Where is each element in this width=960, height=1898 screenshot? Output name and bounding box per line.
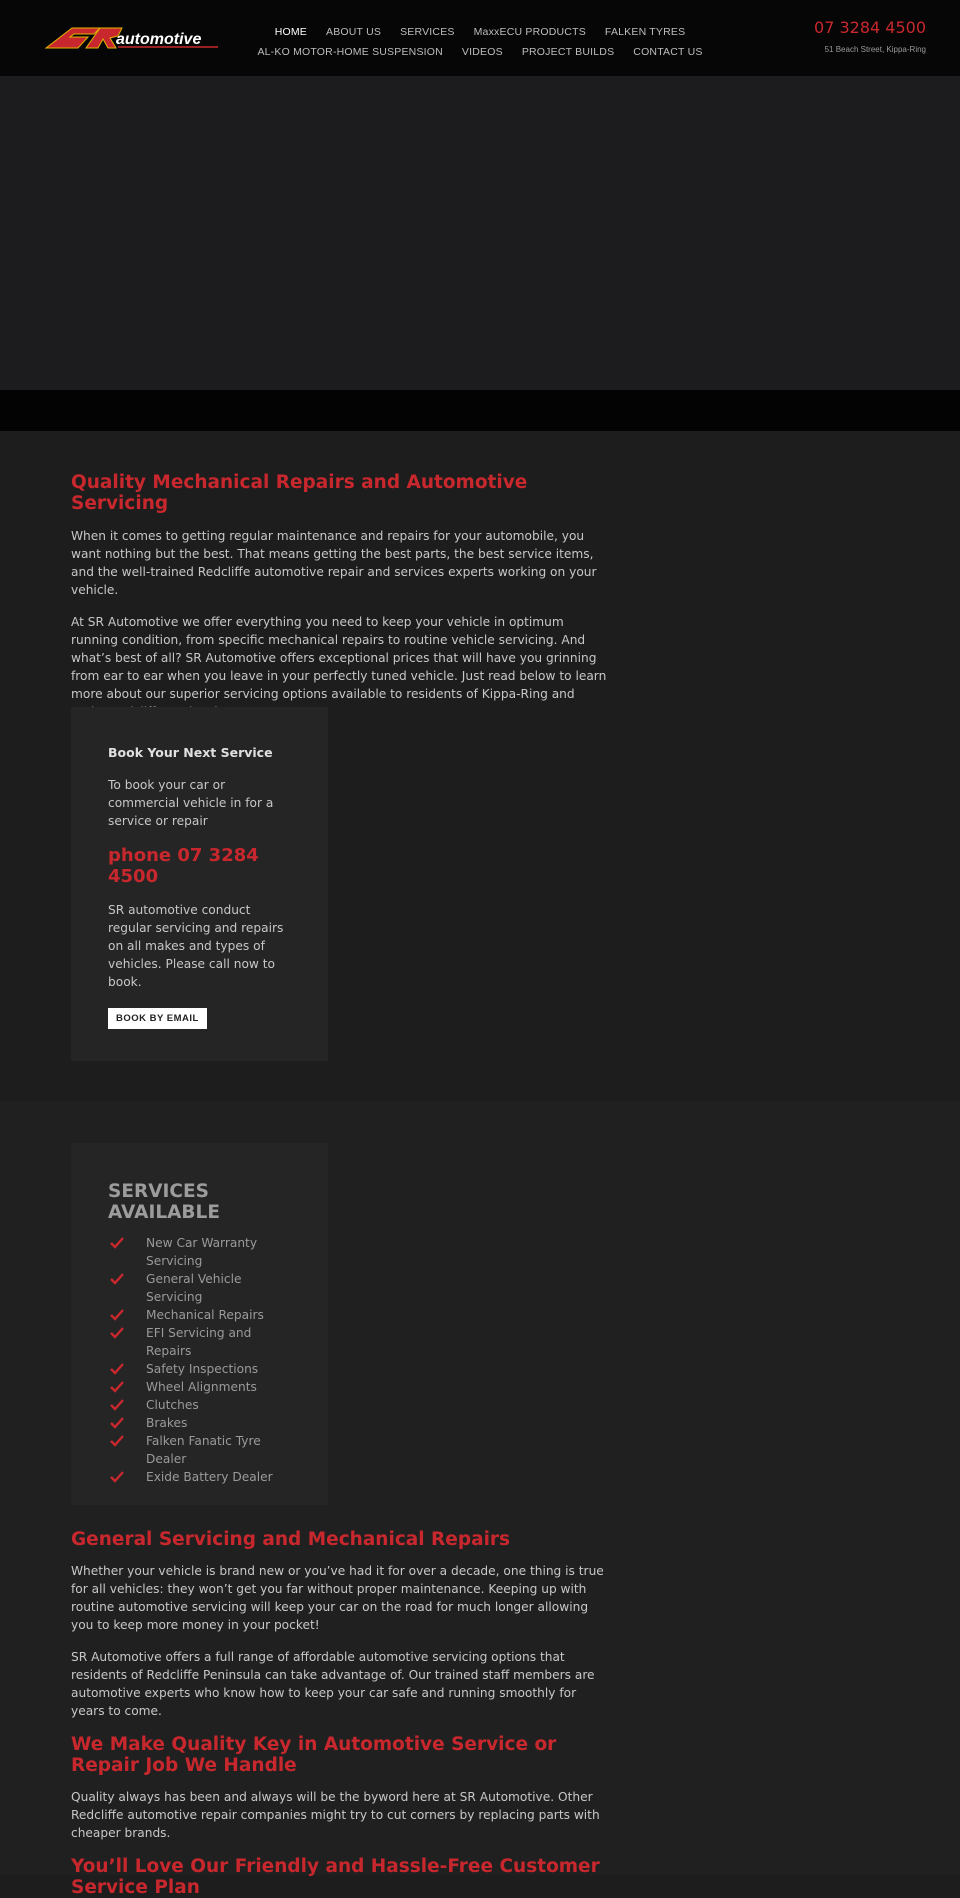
service-label: Clutches	[146, 1398, 199, 1412]
service-label: New Car Warranty Servicing	[146, 1236, 258, 1268]
nav-videos[interactable]: VIDEOS	[461, 46, 503, 58]
service-label: Brakes	[146, 1416, 188, 1430]
quality-paragraph-1: Quality always has been and always will be the byword here at SR Automotive. Other Redcliffe automotive repair companies might try to cut corners by replacing parts with cheaper brands.	[71, 1790, 600, 1840]
nav-row-1	[260, 24, 700, 44]
book-by-email-button[interactable]: BOOK BY EMAIL	[108, 1008, 207, 1029]
intro-heading: Quality Mechanical Repairs and Automotive Servicing	[71, 472, 528, 514]
intro-paragraph-2: At SR Automotive we offer everything you need to keep your vehicle in optimum running condition, from specific mechanical repairs to routine vehicle servicing. And what’s best of all? SR Automotive offers exceptional prices that will have you grinning from ear to ear when you leave in your perfectly tuned vehicle. Just read below to learn more about our superior servicing options available to residents of Kippa-Ring and	[71, 615, 607, 701]
nav-contact-us[interactable]: CONTACT US	[633, 46, 703, 58]
general-paragraph-2: SR Automotive offers a full range of affordable automotive servicing options that residents of Redcliffe Peninsula can take advantage of. Our trained staff members are automotive experts who know how to keep your car safe and running smoothly for years to come.	[71, 1650, 595, 1718]
nav-row-2	[257, 44, 703, 64]
checkmark-icon	[110, 1237, 124, 1249]
header-phone-link[interactable]: 07 3284 4500	[814, 18, 926, 37]
service-item	[108, 1432, 291, 1468]
checkmark-icon	[110, 1273, 124, 1285]
booking-card	[71, 707, 328, 1061]
general-paragraph-1: Whether your vehicle is brand new or you’ve had it for over a decade, one thing is true for all vehicles: they won’t get you far without proper maintenance. Keeping up with routine automotive servicing will keep your car on the road for much longer allowing you to keep more money in your pocket!	[71, 1564, 604, 1632]
booking-text: To book your car or commercial vehicle in for a service or repair	[108, 778, 274, 828]
main-navigation	[257, 24, 703, 64]
nav-about-us[interactable]: ABOUT US	[326, 26, 382, 38]
checkmark-icon	[110, 1417, 124, 1429]
service-item	[108, 1414, 291, 1432]
checkmark-icon	[110, 1327, 124, 1339]
nav-maxxecu-products[interactable]: MaxxECU PRODUCTS	[473, 26, 586, 38]
checkmark-icon	[110, 1363, 124, 1375]
services-card	[71, 1143, 328, 1505]
booking-description: SR automotive conduct regular servicing and repairs on all makes and types of vehicles. Please call now to book.	[108, 903, 284, 989]
general-servicing-content	[71, 1529, 611, 1898]
service-item	[108, 1360, 291, 1378]
booking-phone-link[interactable]: phone 07 3284 4500	[108, 845, 259, 887]
intro-paragraph-1: When it comes to getting regular maintenance and repairs for your automobile, you want nothing but the best. That means getting the best parts, the best service items, and the well-trained Redcliffe automotive repair and services experts working on your vehicle.	[71, 529, 597, 597]
service-label: Falken Fanatic Tyre Dealer	[146, 1434, 261, 1466]
service-label: Mechanical Repairs	[146, 1308, 264, 1322]
service-item	[108, 1306, 291, 1324]
checkmark-icon	[110, 1381, 124, 1393]
friendly-service-heading: You’ll Love Our Friendly and Hassle-Free Customer Service Plan	[71, 1856, 600, 1898]
site-header	[0, 0, 960, 76]
service-item	[108, 1468, 291, 1486]
service-label: Safety Inspections	[146, 1362, 259, 1376]
sr-automotive-logo[interactable]	[42, 22, 226, 54]
booking-button-wrap	[108, 1006, 291, 1029]
services-list	[108, 1234, 291, 1486]
header-address: 51 Beach Street, Kippa-Ring	[824, 45, 926, 54]
service-item	[108, 1324, 291, 1360]
nav-falken-tyres[interactable]: FALKEN TYRES	[604, 26, 686, 38]
service-label: General Vehicle Servicing	[146, 1272, 242, 1304]
quality-heading: We Make Quality Key in Automotive Service or Repair Job We Handle	[71, 1734, 557, 1776]
booking-title: Book Your Next Service	[108, 745, 273, 760]
nav-services[interactable]: SERVICES	[400, 26, 455, 38]
nav-alko-suspension[interactable]: AL-KO MOTOR-HOME SUSPENSION	[257, 46, 443, 58]
service-item	[108, 1378, 291, 1396]
service-label: Exide Battery Dealer	[146, 1470, 273, 1484]
checkmark-icon	[110, 1471, 124, 1483]
checkmark-icon	[110, 1435, 124, 1447]
service-label: Wheel Alignments	[146, 1380, 257, 1394]
intro-content	[71, 472, 611, 721]
services-title: SERVICES AVAILABLE	[108, 1181, 220, 1223]
hero-banner	[0, 76, 960, 390]
checkmark-icon	[110, 1309, 124, 1321]
service-item	[108, 1270, 291, 1306]
hero-bottom-bar	[0, 390, 960, 431]
service-item	[108, 1396, 291, 1414]
service-item	[108, 1234, 291, 1270]
svg-text:automotive: automotive	[116, 31, 202, 48]
checkmark-icon	[110, 1399, 124, 1411]
logo-graphic	[42, 22, 226, 54]
nav-home[interactable]: HOME	[274, 26, 307, 38]
nav-project-builds[interactable]: PROJECT BUILDS	[521, 46, 615, 58]
service-label: EFI Servicing and Repairs	[146, 1326, 252, 1358]
general-servicing-heading: General Servicing and Mechanical Repairs	[71, 1529, 511, 1550]
